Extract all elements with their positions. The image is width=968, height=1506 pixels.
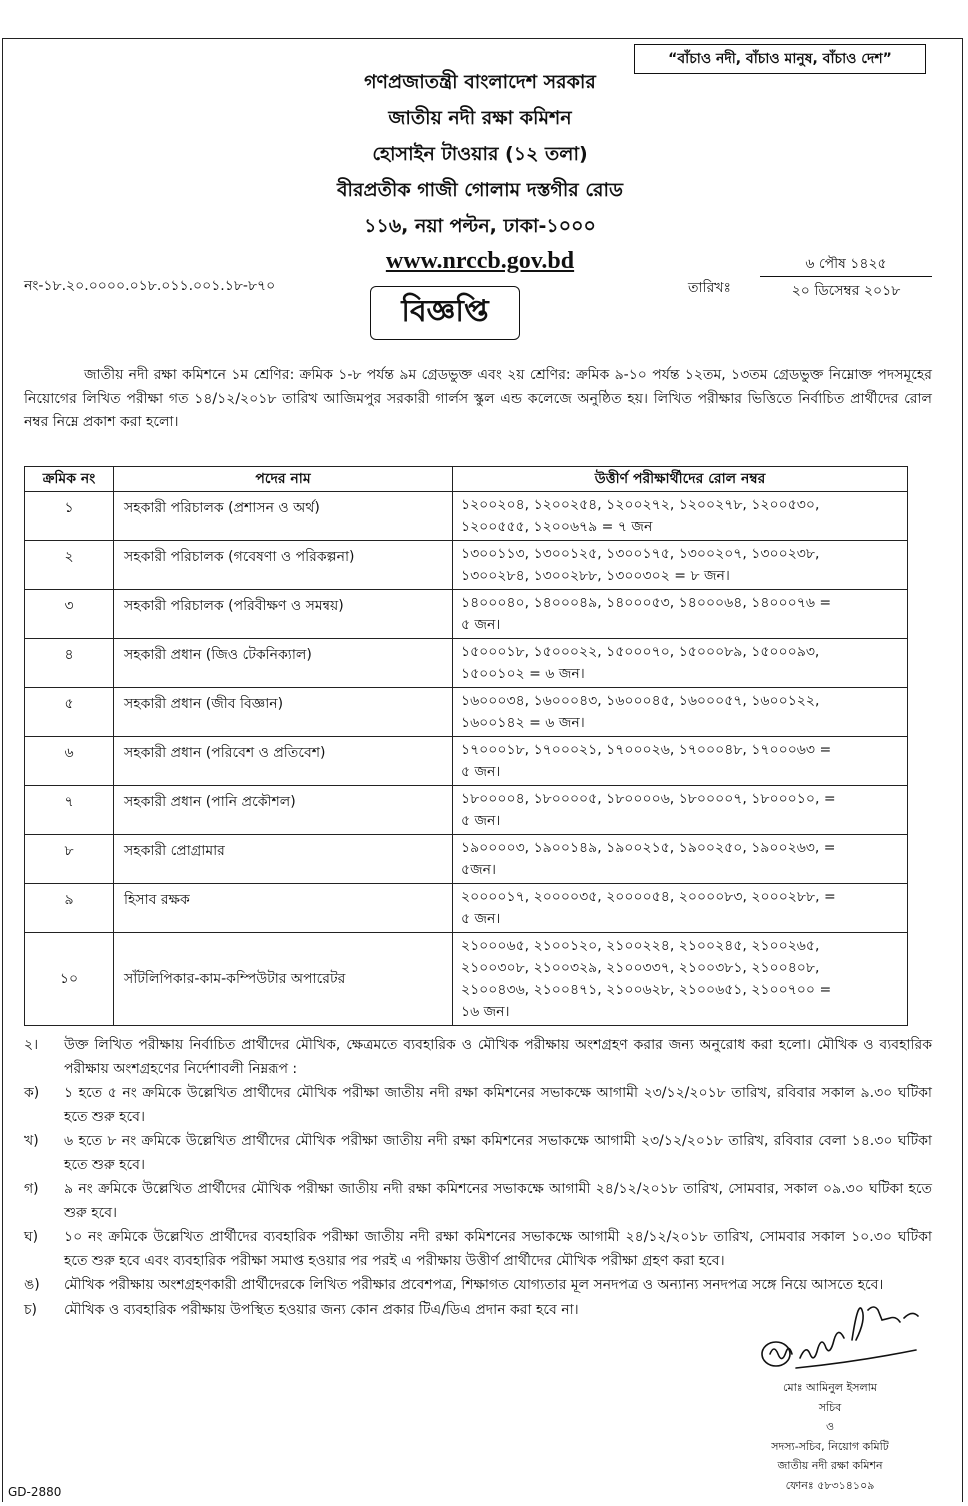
roll-line: ২১০০৩০৮, ২১০০৩২৯, ২১০০৩৩৭, ২১০০৩৮১, ২১০০৪০৮, bbox=[461, 960, 820, 976]
instruction-marker: ঘ) bbox=[24, 1229, 39, 1245]
table-body bbox=[25, 492, 908, 1026]
signer-office: জাতীয় নদী রক্ষা কমিশন bbox=[777, 1459, 883, 1472]
signer-phone: ফোনঃ ৫৮৩১৪১০৯ bbox=[785, 1478, 875, 1492]
row-post-name: সহকারী পরিচালক (গবেষণা ও পরিকল্পনা) bbox=[114, 541, 453, 590]
instruction-text: উক্ত লিখিত পরীক্ষায় নির্বাচিত প্রার্থীদের মৌখিক, ক্ষেত্রমতে ব্যবহারিক ও মৌখিক পরীক্ষায় অংশগ্রহণ করার জন্য অনুরোধ করা হলো। মৌখিক ও ব্যবহারিক পরীক্ষায় অংশগ্রহণের নির্দেশাবলী নিম্নরূপ : bbox=[64, 1037, 932, 1077]
roll-line: ১৮০০০০৪, ১৮০০০০৫, ১৮০০০০৬, ১৮০০০০৭, ১৮০০০১০, = bbox=[461, 791, 836, 807]
letterhead-line-government: গণপ্রজাতন্ত্রী বাংলাদেশ সরকার bbox=[364, 71, 596, 93]
roll-line: ১৫০০০১৮, ১৫০০০২২, ১৫০০০৭০, ১৫০০০৮৯, ১৫০০০৯৩, bbox=[461, 644, 820, 660]
letterhead-line-commission: জাতীয় নদী রক্ষা কমিশন bbox=[388, 107, 572, 129]
roll-line: ১৬০০১৪২ = ৬ জন। bbox=[461, 715, 585, 731]
row-serial: ৫ bbox=[25, 688, 114, 737]
roll-line: ১৭০০০১৮, ১৭০০০২১, ১৭০০০২৬, ১৭০০০৪৮, ১৭০০০৬৩ = bbox=[461, 742, 832, 758]
instruction-marker: ঙ) bbox=[24, 1277, 40, 1293]
roll-line: ১৬ জন। bbox=[461, 1004, 510, 1020]
instruction-text: ১ হতে ৫ নং ক্রমিকে উল্লেখিত প্রার্থীদের মৌখিক পরীক্ষা জাতীয় নদী রক্ষা কমিশনের সভাকক্ষে আগামী ২৩/১২/২০১৮ তারিখ, রবিবার সকাল ৯.৩০ ঘটিকা হতে শুরু হবে। bbox=[64, 1085, 932, 1125]
row-post-name: সহকারী প্রধান (জীব বিজ্ঞান) bbox=[114, 688, 453, 737]
instruction-item bbox=[24, 1178, 932, 1225]
letterhead-line-city: ১১৬, নয়া পল্টন, ঢাকা-১০০০ bbox=[364, 215, 596, 237]
table-row bbox=[25, 884, 908, 933]
roll-line: ৫ জন। bbox=[461, 813, 501, 829]
roll-line: ২১০০০৬৫, ২১০০১২০, ২১০০২২৪, ২১০০২৪৫, ২১০০২৬৫, bbox=[461, 938, 820, 954]
row-post-name: সাঁটলিপিকার-কাম-কম্পিউটার অপারেটর bbox=[114, 933, 453, 1026]
row-roll-numbers bbox=[453, 737, 908, 786]
row-serial: ১০ bbox=[25, 933, 114, 1026]
row-post-name: হিসাব রক্ষক bbox=[114, 884, 453, 933]
intro-text: জাতীয় নদী রক্ষা কমিশনে ১ম শ্রেণির: ক্রমিক ১-৮ পর্যন্ত ৯ম গ্রেডভুক্ত এবং ২য় শ্রেণির: ক্রমিক ৯-১০ পর্যন্ত ১২তম, ১৩তম গ্রেডভুক্ত নিম্নোক্ত পদসমূহের নিয়োগের লিখিত পরীক্ষা গত ১৪/১২/২০১৮ তারিখ আজিমপুর সরকারী গার্লস স্কুল এন্ড কলেজে অনুষ্ঠিত হয়। লিখিত পরীক্ষার ভিত্তিতে নির্বাচিত প্রার্থীদের রোল নম্বর নিম্নে প্রকাশ করা হলো। bbox=[24, 367, 932, 430]
row-roll-numbers bbox=[453, 492, 908, 541]
row-serial: ১ bbox=[25, 492, 114, 541]
roll-line: ৫ জন। bbox=[461, 764, 501, 780]
header-serial: ক্রমিক নং bbox=[25, 467, 114, 492]
roll-line: ১৯০০০০৩, ১৯০০১৪৯, ১৯০০২১৫, ১৯০০২৫০, ১৯০০২৬৩, = bbox=[461, 840, 836, 856]
row-roll-numbers bbox=[453, 884, 908, 933]
instruction-item bbox=[24, 1082, 932, 1129]
row-roll-numbers bbox=[453, 933, 908, 1026]
instruction-marker: খ) bbox=[24, 1133, 39, 1149]
table-header-row bbox=[25, 467, 908, 492]
table-row bbox=[25, 786, 908, 835]
roll-line: ১৩০০১১৩, ১৩০০১২৫, ১৩০০১৭৫, ১৩০০২০৭, ১৩০০২৩৮, bbox=[461, 546, 820, 562]
table-row bbox=[25, 639, 908, 688]
instructions bbox=[24, 1034, 932, 1323]
letterhead bbox=[220, 64, 740, 280]
row-post-name: সহকারী পরিচালক (পরিবীক্ষণ ও সমন্বয়) bbox=[114, 590, 453, 639]
signer-name: মোঃ আমিনুল ইসলাম bbox=[783, 1381, 877, 1394]
row-post-name: সহকারী প্রধান (পরিবেশ ও প্রতিবেশ) bbox=[114, 737, 453, 786]
footer-code: GD-2880 bbox=[8, 1485, 62, 1499]
instruction-marker: গ) bbox=[24, 1181, 39, 1197]
row-roll-numbers bbox=[453, 786, 908, 835]
row-roll-numbers bbox=[453, 639, 908, 688]
signer-and: ও bbox=[825, 1420, 835, 1433]
row-serial: ২ bbox=[25, 541, 114, 590]
intro-paragraph bbox=[24, 364, 932, 435]
row-serial: ৮ bbox=[25, 835, 114, 884]
results-table bbox=[24, 466, 908, 1026]
notice-title: বিজ্ঞপ্তি bbox=[370, 286, 520, 340]
row-serial: ৩ bbox=[25, 590, 114, 639]
table-row bbox=[25, 688, 908, 737]
row-roll-numbers bbox=[453, 835, 908, 884]
row-serial: ৯ bbox=[25, 884, 114, 933]
date-block bbox=[760, 252, 932, 303]
row-serial: ৪ bbox=[25, 639, 114, 688]
roll-line: ৫জন। bbox=[461, 862, 496, 878]
letterhead-line-road: বীরপ্রতীক গাজী গোলাম দস্তগীর রোড bbox=[336, 179, 623, 201]
header-post: পদের নাম bbox=[114, 467, 453, 492]
instruction-text: ১০ নং ক্রমিকে উল্লেখিত প্রার্থীদের ব্যবহারিক পরীক্ষা জাতীয় নদী রক্ষা কমিশনের সভাকক্ষে আগামী ২৪/১২/২০১৮ তারিখ, সোমবার সকাল ১০.৩০ ঘটিকা হতে শুরু হবে এবং ব্যবহারিক পরীক্ষা সমাপ্ত হওয়ার পর পরই এ পরীক্ষায় উত্তীর্ণ প্রার্থীদের মৌখিক পরীক্ষা গ্রহণ করা হবে। bbox=[64, 1229, 932, 1269]
row-roll-numbers bbox=[453, 590, 908, 639]
slogan-box: “বাঁচাও নদী, বাঁচাও মানুষ, বাঁচাও দেশ” bbox=[634, 44, 926, 74]
memo-number: নং-১৮.২০.০০০০.০১৮.০১১.০০১.১৮-৮৭০ bbox=[24, 278, 276, 294]
roll-line: ৫ জন। bbox=[461, 911, 501, 927]
row-serial: ৬ bbox=[25, 737, 114, 786]
table-row bbox=[25, 492, 908, 541]
roll-line: ২১০০৪৩৬, ২১০০৪৭১, ২১০০৬২৮, ২১০০৬৫১, ২১০০৭০০ = bbox=[461, 982, 832, 998]
signer-block bbox=[730, 1378, 930, 1495]
row-post-name: সহকারী প্রধান (পানি প্রকৌশল) bbox=[114, 786, 453, 835]
table-row bbox=[25, 933, 908, 1026]
website-link[interactable]: www.nrccb.gov.bd bbox=[385, 248, 575, 274]
row-serial: ৭ bbox=[25, 786, 114, 835]
signer-role: সদস্য-সচিব, নিয়োগ কমিটি bbox=[771, 1439, 889, 1453]
instruction-text: মৌখিক পরীক্ষায় অংশগ্রহণকারী প্রার্থীদেরকে লিখিত পরীক্ষার প্রবেশপত্র, শিক্ষাগত যোগ্যতার মূল সনদপত্র ও অন্যান্য সনদপত্র সঙ্গে নিয়ে আসতে হবে। bbox=[64, 1277, 884, 1293]
instruction-marker: চ) bbox=[24, 1301, 38, 1318]
table-row bbox=[25, 590, 908, 639]
instruction-text: মৌখিক ও ব্যবহারিক পরীক্ষায় উপস্থিত হওয়ার জন্য কোন প্রকার টিএ/ডিএ প্রদান করা হবে না। bbox=[64, 1301, 579, 1318]
roll-line: ১৫০০১০২ = ৬ জন। bbox=[461, 666, 585, 682]
roll-line: ৫ জন। bbox=[461, 617, 501, 633]
instruction-marker: ২। bbox=[24, 1037, 39, 1053]
letterhead-line-building: হোসাইন টাওয়ার (১২ তলা) bbox=[372, 143, 588, 165]
instruction-text: ৯ নং ক্রমিকে উল্লেখিত প্রার্থীদের মৌখিক পরীক্ষা জাতীয় নদী রক্ষা কমিশনের সভাকক্ষে আগামী ২৪/১২/২০১৮ তারিখ, সোমবার, সকাল ০৯.৩০ ঘটিকা হতে শুরু হবে। bbox=[64, 1181, 932, 1221]
row-roll-numbers bbox=[453, 688, 908, 737]
row-roll-numbers bbox=[453, 541, 908, 590]
instruction-item bbox=[24, 1130, 932, 1177]
roll-line: ১৬০০০৩৪, ১৬০০০৪৩, ১৬০০০৪৫, ১৬০০০৫৭, ১৬০০১২২, bbox=[461, 693, 820, 709]
date-label: তারিখঃ bbox=[688, 280, 731, 296]
instruction-text: ৬ হতে ৮ নং ক্রমিকে উল্লেখিত প্রার্থীদের মৌখিক পরীক্ষা জাতীয় নদী রক্ষা কমিশনের সভাকক্ষে আগামী ২৩/১২/২০১৮ তারিখ, রবিবার বেলা ১৪.৩০ ঘটিকা হতে শুরু হবে। bbox=[64, 1133, 932, 1173]
instruction-item bbox=[24, 1226, 932, 1273]
table-row bbox=[25, 737, 908, 786]
date-english: ২০ ডিসেম্বর ২০১৮ bbox=[791, 283, 901, 299]
roll-line: ১৪০০০৪০, ১৪০০০৪৯, ১৪০০০৫৩, ১৪০০০৬৪, ১৪০০০৭৬ = bbox=[461, 595, 832, 611]
instruction-item bbox=[24, 1034, 932, 1081]
roll-line: ১৩০০২৮৪, ১৩০০২৮৮, ১৩০০৩০২ = ৮ জন। bbox=[461, 568, 730, 584]
table-row bbox=[25, 835, 908, 884]
table-row bbox=[25, 541, 908, 590]
roll-line: ১২০০৫৫৫, ১২০০৬৭৯ = ৭ জন bbox=[461, 519, 653, 535]
roll-line: ১২০০২০৪, ১২০০২৫৪, ১২০০২৭২, ১২০০২৭৮, ১২০০৫৩০, bbox=[461, 497, 820, 513]
row-post-name: সহকারী প্রধান (জিও টেকনিক্যাল) bbox=[114, 639, 453, 688]
signer-designation: সচিব bbox=[818, 1400, 842, 1414]
row-post-name: সহকারী পরিচালক (প্রশাসন ও অর্থ) bbox=[114, 492, 453, 541]
date-bangla: ৬ পৌষ ১৪২৫ bbox=[760, 252, 932, 277]
roll-line: ২০০০০১৭, ২০০০০৩৫, ২০০০০৫৪, ২০০০০৮৩, ২০০০২৮৮, = bbox=[461, 889, 836, 905]
header-rolls: উত্তীর্ণ পরীক্ষার্থীদের রোল নম্বর bbox=[453, 467, 908, 492]
signature-mark bbox=[756, 1288, 936, 1378]
row-post-name: সহকারী প্রোগ্রামার bbox=[114, 835, 453, 884]
instruction-marker: ক) bbox=[24, 1085, 40, 1101]
